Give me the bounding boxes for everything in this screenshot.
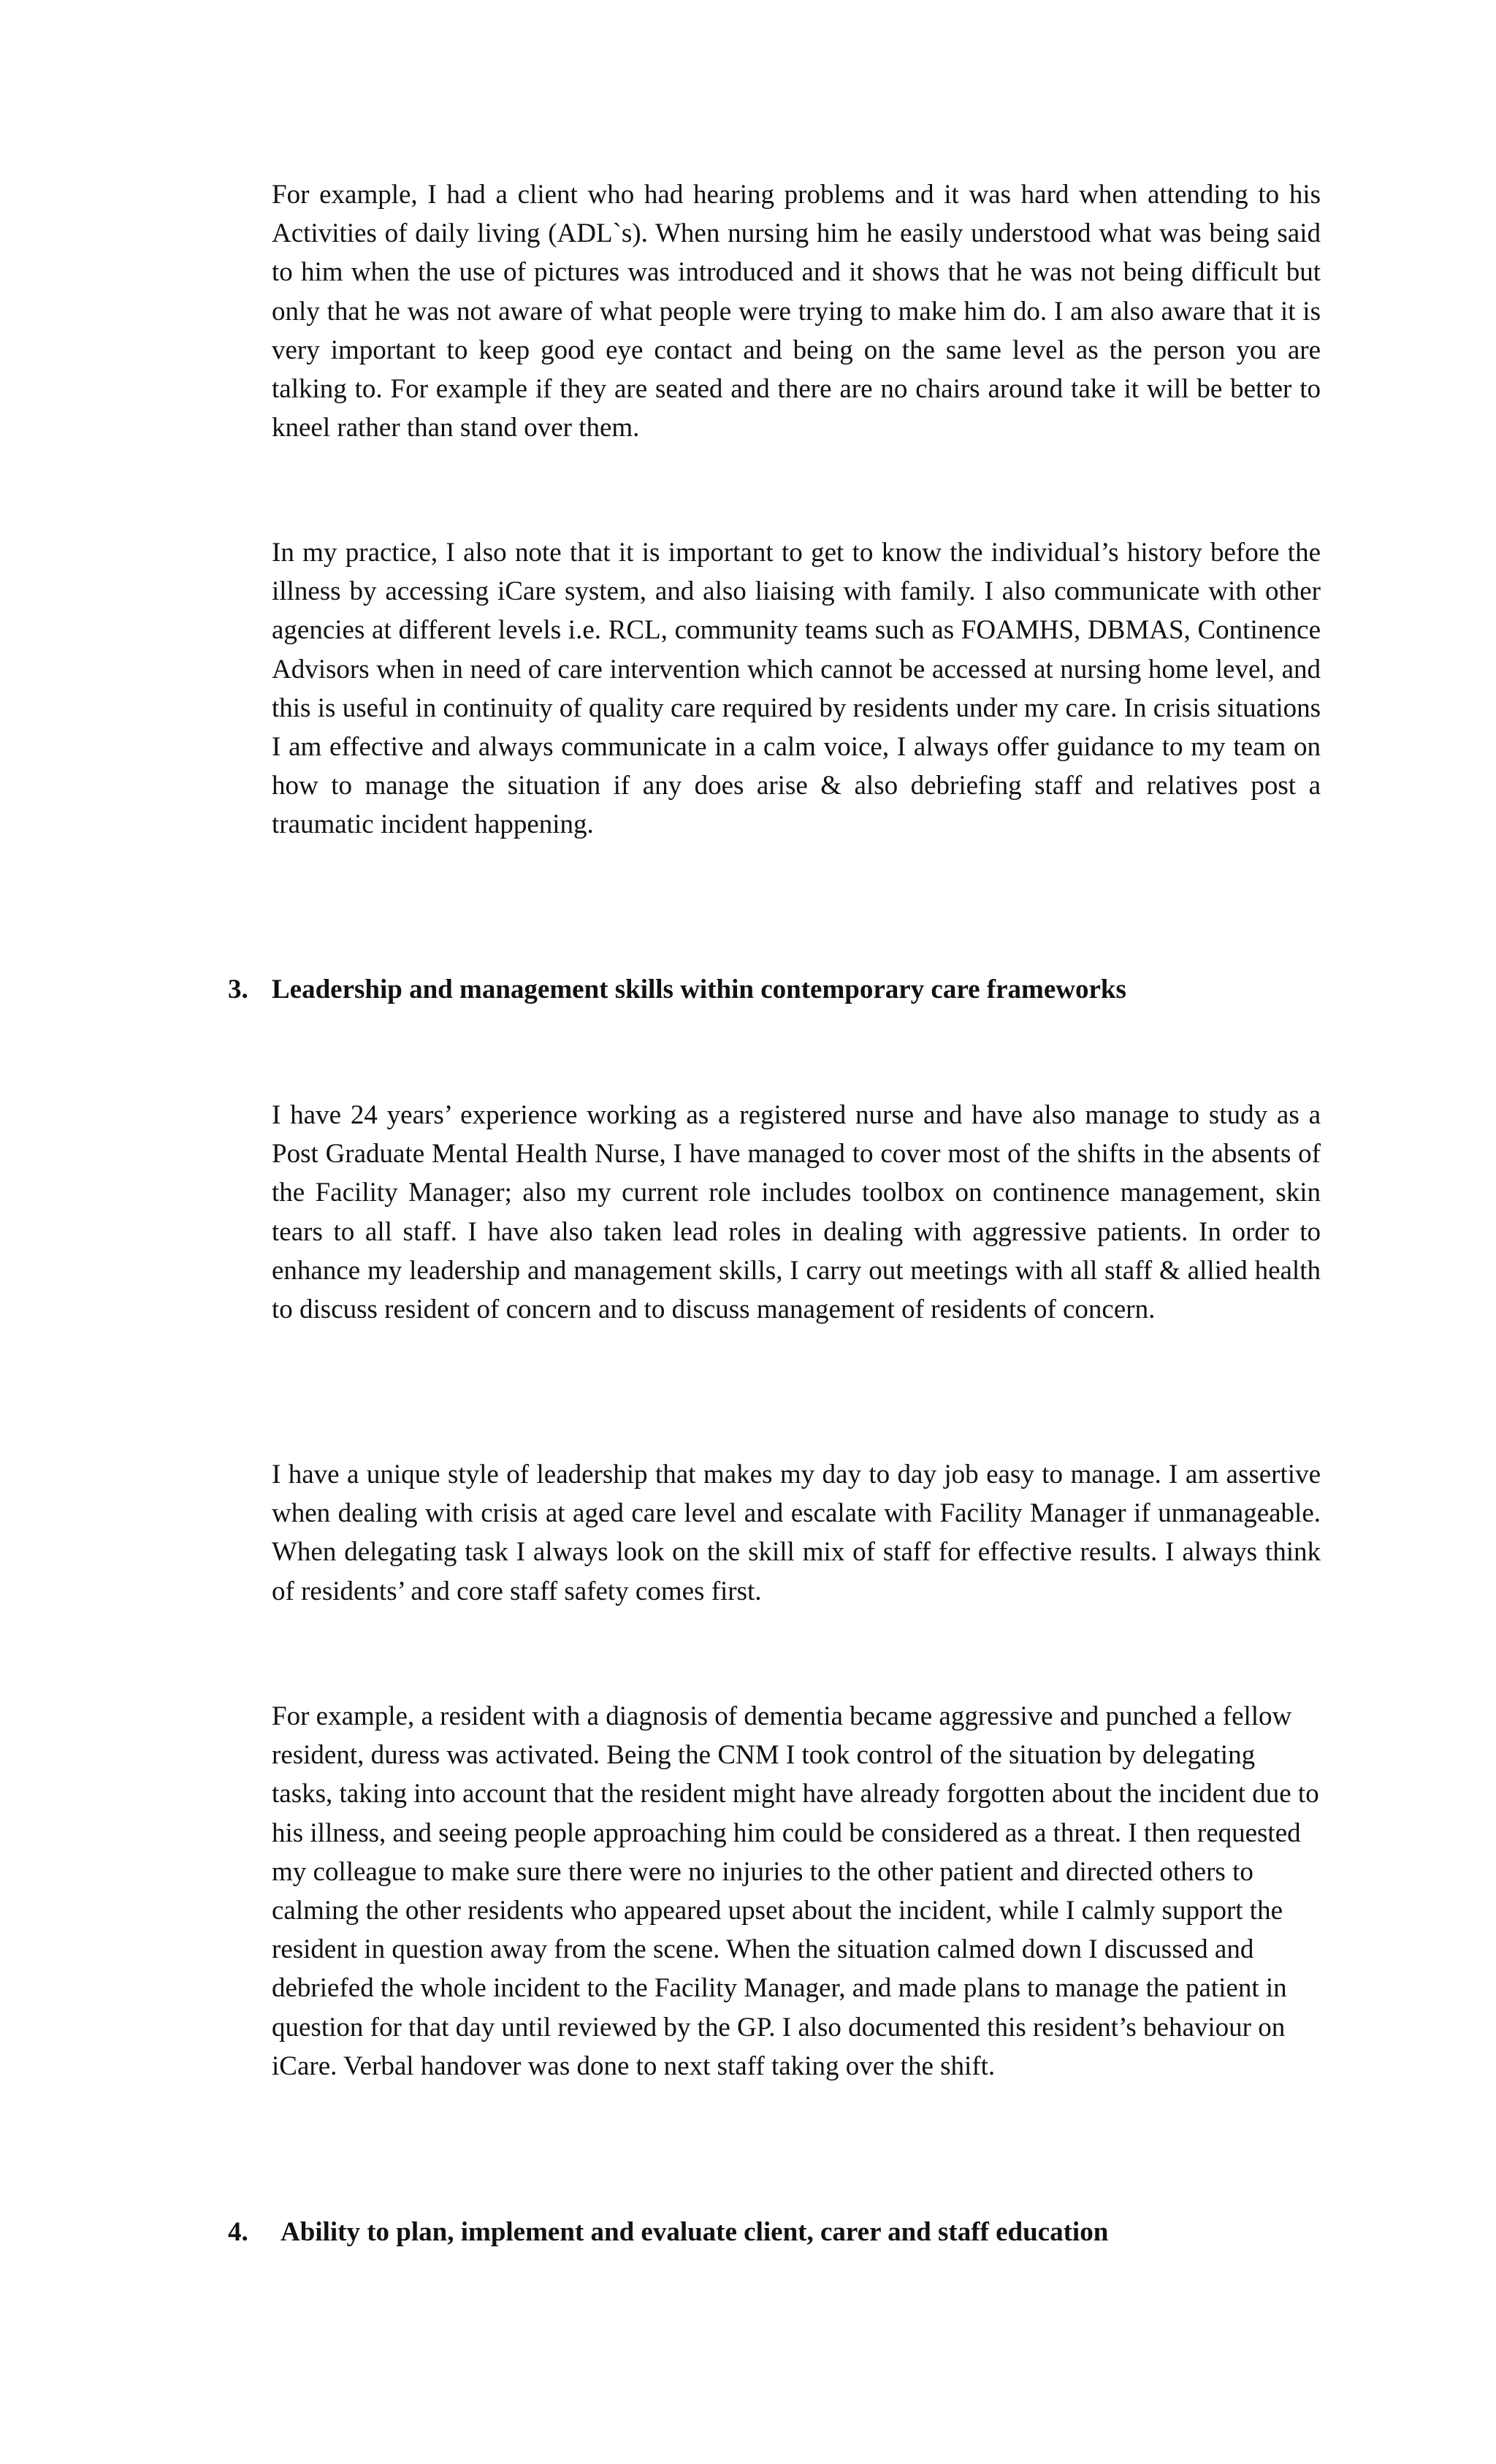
paragraph-leadership-style: I have a unique style of leadership that makes my day to day job easy to manage. I am assertive when dealing with crisis at aged care level and escalate with Facility Manager if unmanageable. When delegating task I always look on the skill mix of staff for effective results. I always think of residents’ and core staff safety comes first.: [272, 1460, 1321, 1606]
paragraph-individual-history: In my practice, I also note that it is important to get to know the individual’s history before the illness by accessing iCare system, and also liaising with family. I also communicate with other agencies at different levels i.e. RCL, community teams such as FOAMHS, DBMAS, Continence Advisors when in need of care intervention which cannot be accessed at nursing home level, and this is useful in continuity of quality care required by residents under my care. In crisis situations I am effective and always communicate in a calm voice, I always offer guidance to my team on how to manage the situation if any does arise & also debriefing staff and relatives post a traumatic incident happening.: [272, 538, 1321, 840]
section-number: 4.: [228, 2217, 248, 2247]
section-heading-4: [228, 2213, 1108, 2251]
paragraph-dementia-example: For example, a resident with a diagnosis of dementia became aggressive and punched a fellow resident, duress was activated. Being the CNM I took control of the situation by delegating tasks, taking into account that the resident might have already forgotten about the incident due to his illness, and seeing people approaching him could be considered as a threat. I then requested my colleague to make sure there were no injuries to the other patient and directed others to calming the other residents who appeared upset about the incident, while I calmly support the resident in question away from the scene. When the situation calmed down I discussed and debriefed the whole incident to the Facility Manager, and made plans to manage the patient in question for that day until reviewed by the GP. I also documented this resident’s behaviour on iCare. Verbal handover was done to next staff taking over the shift.: [272, 1701, 1319, 2081]
paragraph-hearing-example: For example, I had a client who had hearing problems and it was hard when attending to his Activities of daily living (ADL`s). When nursing him he easily understood what was being said to him when the use of pictures was introduced and it shows that he was not being difficult but only that he was not aware of what people were trying to make him do. I am also aware that it is very important to keep good eye contact and being on the same level as the person you are talking to. For example if they are seated and there are no chairs around take it will be better to kneel rather than stand over them.: [272, 180, 1321, 443]
section-number: 3.: [228, 974, 248, 1004]
section-title: Ability to plan, implement and evaluate client, carer and staff education: [280, 2217, 1109, 2247]
section-title: Leadership and management skills within contemporary care frameworks: [272, 974, 1126, 1004]
paragraph-experience: I have 24 years’ experience working as a registered nurse and have also manage to study as a Post Graduate Mental Health Nurse, I have managed to cover most of the shifts in the absents of the Facility Manager; also my current role includes toolbox on continence management, skin tears to all staff. I have also taken lead roles in dealing with aggressive patients. In order to enhance my leadership and management skills, I carry out meetings with all staff & allied health to discuss resident of concern and to discuss management of residents of concern.: [272, 1100, 1321, 1325]
section-heading-3: [228, 970, 1126, 1009]
